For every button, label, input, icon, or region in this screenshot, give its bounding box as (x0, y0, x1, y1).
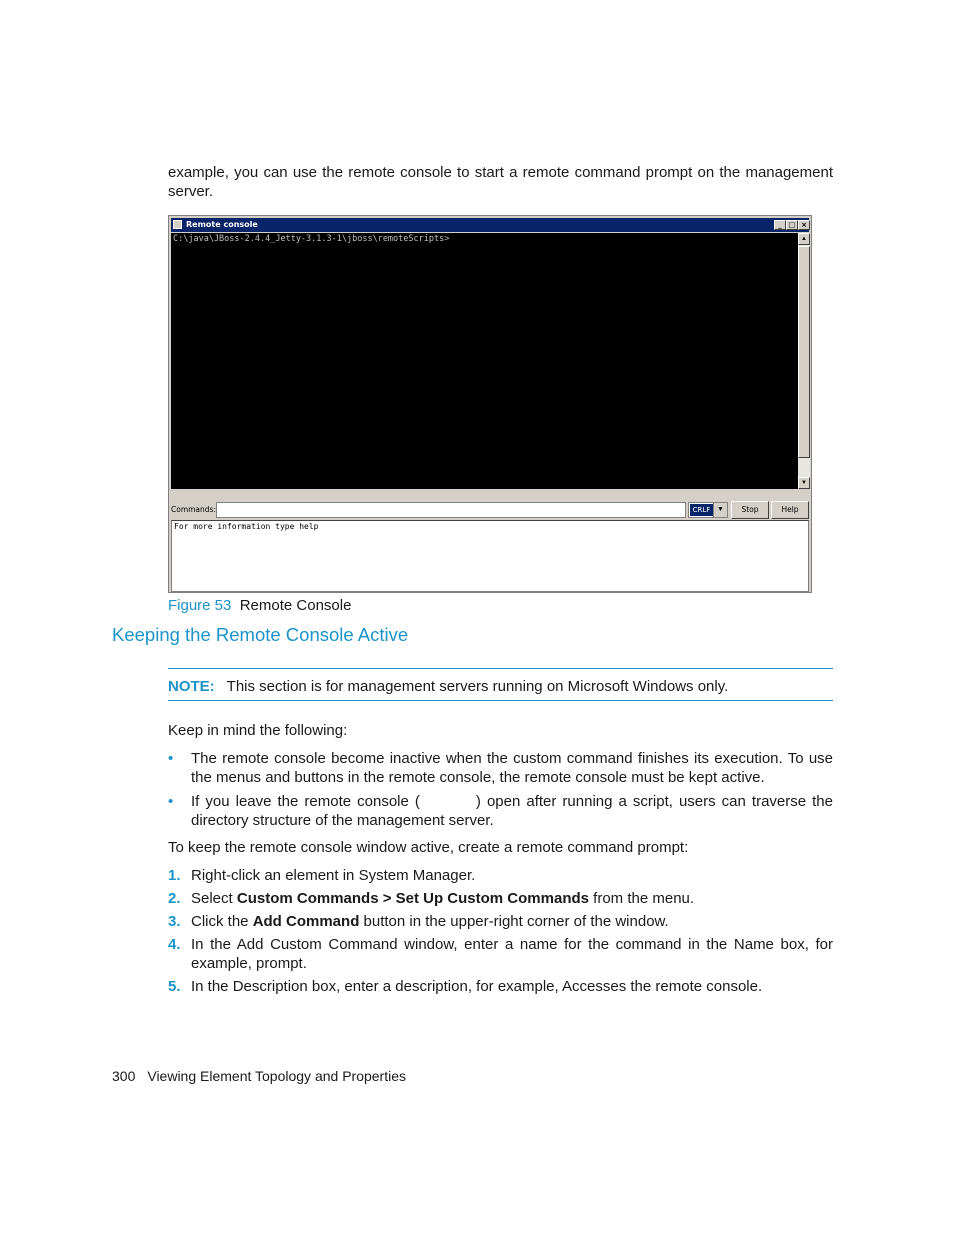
commands-label: Commands: (171, 505, 216, 514)
scroll-thumb[interactable] (798, 246, 810, 458)
app-icon (173, 220, 182, 229)
note-text: This section is for management servers running on Microsoft Windows only. (226, 678, 729, 695)
steps-list (168, 866, 833, 996)
note-bottom-rule (168, 700, 833, 701)
command-bar (171, 501, 811, 519)
minimize-icon[interactable]: _ (774, 220, 786, 230)
console-scrollbar[interactable] (798, 233, 810, 489)
scroll-up-icon[interactable]: ▲ (798, 233, 810, 245)
page-footer (112, 1067, 406, 1085)
console-output[interactable]: C:\java\JBoss-2.4.4_Jetty-3.1.3-1\jboss\remoteScripts> (171, 233, 798, 489)
intro-paragraph: example, you can use the remote console to start a remote command prompt on the management server. (168, 164, 833, 200)
bullet-text: If you leave the remote console ( (191, 793, 420, 810)
figure-title: Remote Console (239, 597, 352, 614)
list-item (168, 912, 833, 931)
list-item (168, 889, 833, 908)
bullet-icon: • (168, 793, 174, 810)
step-number: 1. (168, 867, 181, 884)
line-ending-select[interactable] (688, 502, 728, 518)
step-text: Click the (191, 913, 253, 930)
step-number: 3. (168, 913, 181, 930)
section-heading: Keeping the Remote Console Active (112, 624, 409, 645)
scroll-down-icon[interactable]: ▼ (798, 477, 810, 489)
list-item (168, 749, 833, 787)
window-title: Remote console (186, 220, 258, 229)
page-number: 300 (112, 1068, 136, 1084)
steps-intro: To keep the remote console window active, create a remote command prompt: (168, 839, 689, 856)
step-ui-label: Add Command (252, 913, 360, 930)
maximize-icon[interactable]: □ (786, 220, 798, 230)
list-item (168, 866, 833, 885)
figure-label: Figure 53 (168, 597, 232, 614)
close-icon[interactable]: × (798, 220, 810, 230)
note-box (168, 677, 728, 696)
bullet-text-cont: ) open after running a script, users can traverse the directory structure of the management server. (191, 793, 833, 829)
output-pane[interactable]: For more information type help (171, 520, 809, 592)
keep-in-mind-text: Keep in mind the following: (168, 722, 348, 739)
line-ending-value: CRLF (690, 504, 713, 516)
list-item (168, 977, 833, 996)
step-text-cont: from the menu. (589, 890, 695, 907)
note-label: NOTE: (168, 678, 215, 695)
step-number: 2. (168, 890, 181, 907)
chapter-title: Viewing Element Topology and Properties (147, 1068, 407, 1084)
bullet-icon: • (168, 750, 174, 767)
note-top-rule (168, 668, 833, 669)
step-number: 5. (168, 978, 181, 995)
step-text: Right-click an element in System Manager. (191, 867, 476, 884)
remote-console-window (168, 215, 812, 593)
commands-input[interactable] (216, 502, 686, 518)
stop-button[interactable]: Stop (731, 501, 769, 519)
step-text-cont: button in the upper-right corner of the window. (359, 913, 669, 930)
bullet-list (168, 749, 833, 830)
bullet-text: The remote console become inactive when the custom command finishes its execution. To use the menus and buttons in the remote console, the remote console must be kept active. (191, 750, 833, 786)
window-titlebar (171, 218, 809, 232)
chevron-down-icon[interactable]: ▼ (713, 503, 727, 517)
figure-caption (168, 596, 351, 615)
step-text: In the Description box, enter a description, for example, Accesses the remote console. (191, 978, 763, 995)
step-text: Select (191, 890, 237, 907)
step-number: 4. (168, 936, 181, 953)
help-button[interactable]: Help (771, 501, 809, 519)
list-item (168, 935, 833, 973)
list-item (168, 792, 833, 830)
step-text: In the Add Custom Command window, enter a name for the command in the Name box, for example, prompt. (191, 936, 833, 972)
step-ui-label: Custom Commands > Set Up Custom Commands (236, 890, 589, 907)
